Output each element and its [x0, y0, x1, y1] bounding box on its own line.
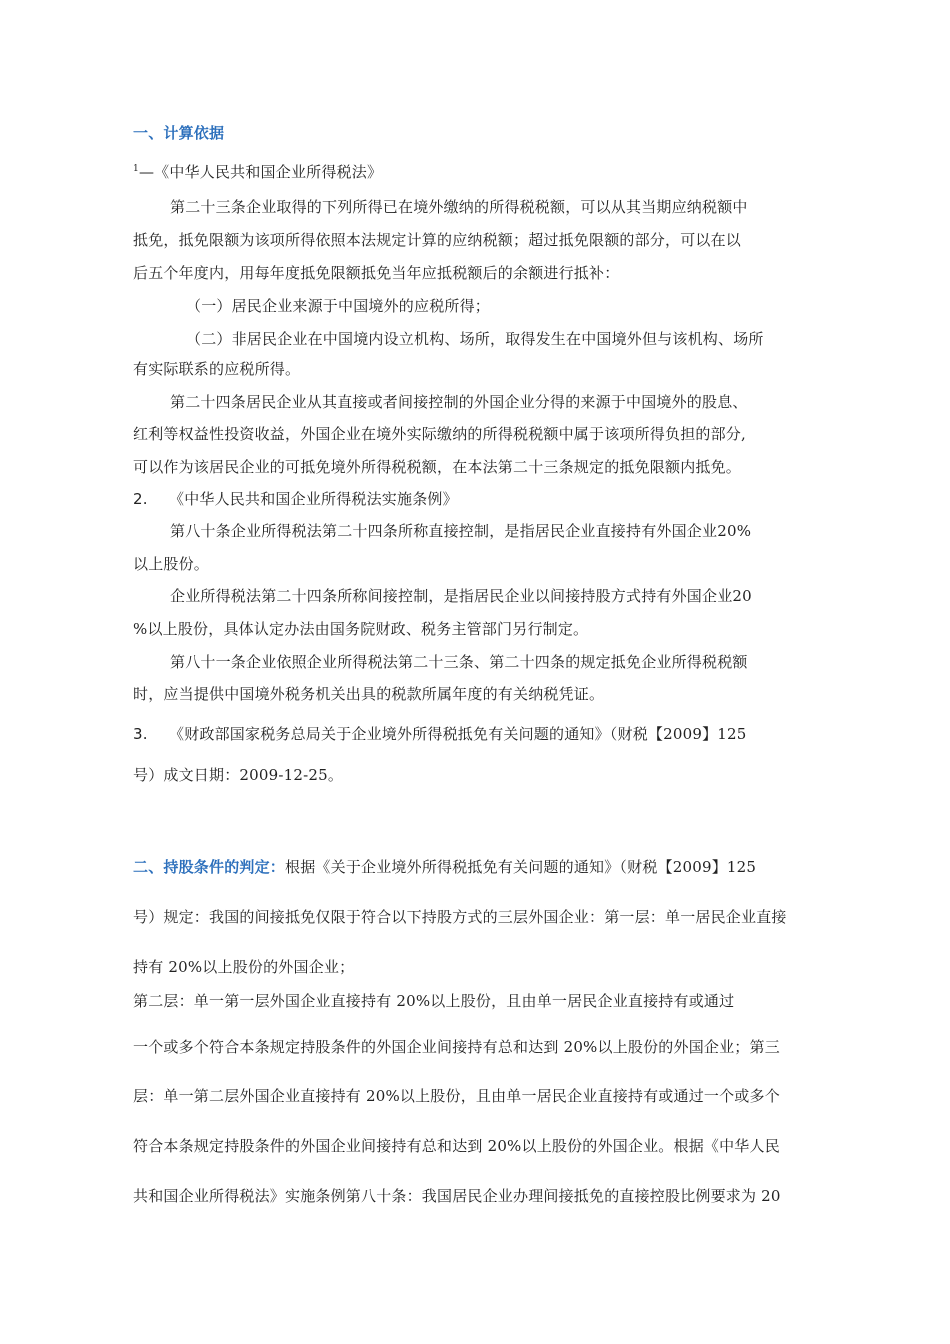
article-23-line-1: 第二十三条企业取得的下列所得已在境外缴纳的所得税税额，可以从其当期应纳税额中 [170, 198, 748, 216]
reference-3 [133, 724, 747, 744]
item-1: （一）居民企业来源于中国境外的应税所得； [186, 297, 491, 315]
article-80b-line-1: 企业所得税法第二十四条所称间接控制，是指居民企业以间接持股方式持有外国企业20 [170, 587, 752, 605]
item-2-line-1: （二）非居民企业在中国境内设立机构、场所，取得发生在中国境外但与该机构、场所 [186, 330, 764, 348]
article-81-line-1: 第八十一条企业依照企业所得税法第二十三条、第二十四条的规定抵免企业所得税税额 [170, 653, 748, 671]
section-2-line-5: 一个或多个符合本条规定持股条件的外国企业间接持有总和达到 20%以上股份的外国企业；第三 [133, 1038, 780, 1056]
section-2-line-4: 第二层：单一第一层外国企业直接持有 20%以上股份，且由单一居民企业直接持有或通过 [133, 992, 735, 1010]
article-24-line-1: 第二十四条居民企业从其直接或者间接控制的外国企业分得的来源于中国境外的股息、 [170, 393, 748, 411]
section-2-line-7: 符合本条规定持股条件的外国企业间接持有总和达到 20%以上股份的外国企业。根据《中华人民 [133, 1137, 780, 1155]
reference-2-number: 2. [133, 490, 148, 508]
article-23-line-3: 后五个年度内，用每年度抵免限额抵免当年应抵税额后的余额进行抵补： [133, 264, 620, 282]
section-2-heading: 二、持股条件的判定： [133, 858, 286, 876]
item-2-line-2: 有实际联系的应税所得。 [133, 360, 301, 378]
section-2-line-3: 持有 20%以上股份的外国企业； [133, 958, 355, 976]
reference-3-number: 3. [133, 725, 148, 743]
reference-2-title: 《中华人民共和国企业所得税法实施条例》 [169, 490, 458, 508]
reference-3-continuation: 号）成文日期：2009-12-25。 [133, 766, 344, 784]
reference-1-title: —《中华人民共和国企业所得税法》 [138, 163, 383, 181]
section-2-line-1 [133, 857, 756, 877]
section-2-line-6: 层：单一第二层外国企业直接持有 20%以上股份，且由单一居民企业直接持有或通过一个或多个 [133, 1087, 780, 1105]
reference-2 [133, 489, 458, 509]
section-2-text-1: 根据《关于企业境外所得税抵免有关问题的通知》（财税【2009】125 [285, 858, 757, 876]
article-24-line-3: 可以作为该居民企业的可抵免境外所得税税额，在本法第二十三条规定的抵免限额内抵免。 [133, 458, 742, 476]
section-1-heading: 一、计算依据 [133, 124, 225, 142]
reference-1 [133, 162, 382, 182]
section-2-line-2: 号）规定：我国的间接抵免仅限于符合以下持股方式的三层外国企业：第一层：单一居民企业直接 [133, 908, 787, 926]
footnote-marker: 1 [133, 164, 139, 174]
article-24-line-2: 红利等权益性投资收益，外国企业在境外实际缴纳的所得税税额中属于该项所得负担的部分, [133, 425, 746, 443]
article-80b-line-2: %以上股份，具体认定办法由国务院财政、税务主管部门另行制定。 [133, 620, 589, 638]
article-80-line-1: 第八十条企业所得税法第二十四条所称直接控制，是指居民企业直接持有外国企业20% [170, 522, 752, 540]
article-23-line-2: 抵免，抵免限额为该项所得依照本法规定计算的应纳税额；超过抵免限额的部分，可以在以 [133, 231, 742, 249]
section-2-line-8: 共和国企业所得税法》实施条例第八十条：我国居民企业办理间接抵免的直接控股比例要求为 20 [133, 1187, 781, 1205]
article-81-line-2: 时，应当提供中国境外税务机关出具的税款所属年度的有关纳税凭证。 [133, 685, 605, 703]
reference-3-title: 《财政部国家税务总局关于企业境外所得税抵免有关问题的通知》（财税【2009】125 [169, 725, 747, 743]
article-80-line-2: 以上股份。 [133, 555, 210, 573]
